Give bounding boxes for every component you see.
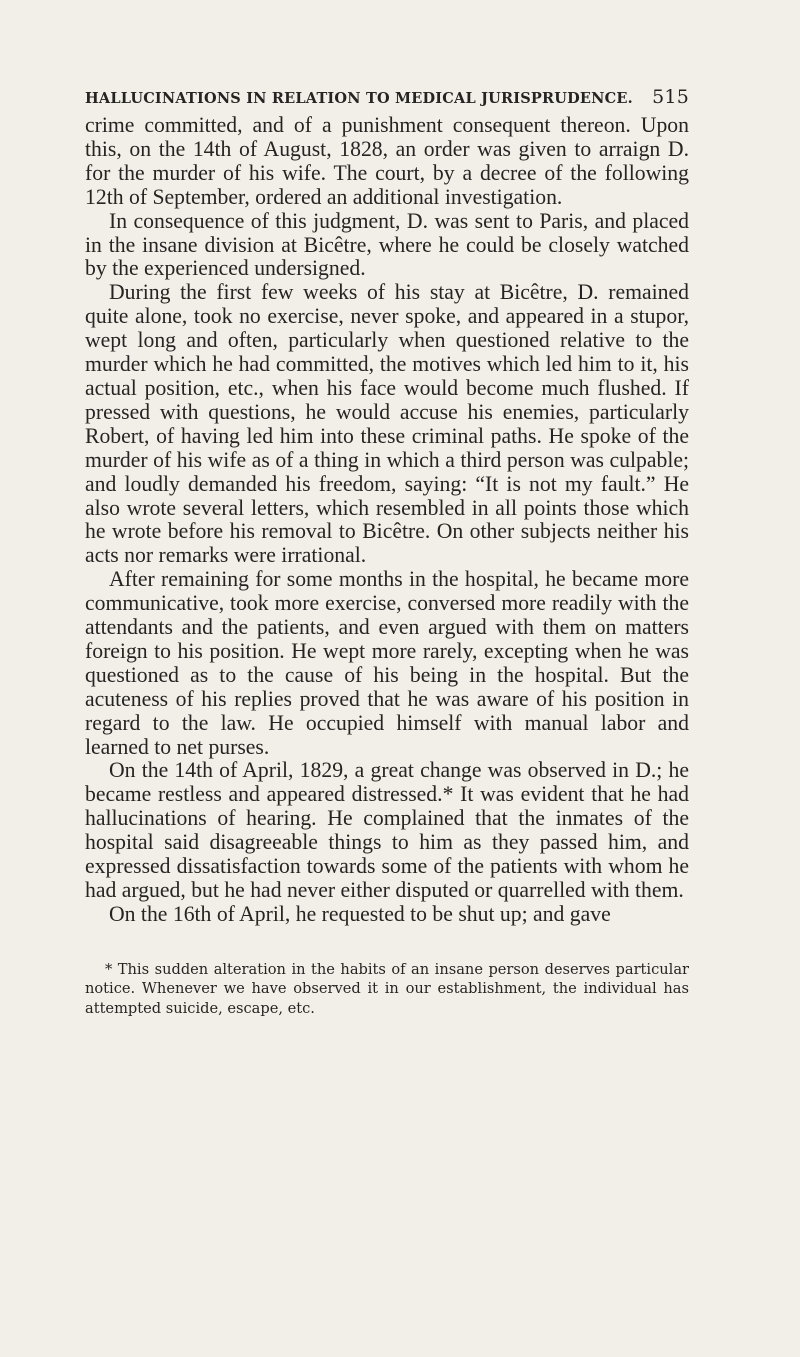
paragraph: After remaining for some months in the hospital, he became more communicative, took more exercise, conversed more readily with the attendants and the patients, and even argued with them on matters foreign to his position. He wept more rarely, excepting when he was questioned as to the cause of his being in the hospital. But the acuteness of his replies proved that he was aware of his position in regard to the law. He occupied himself with manual labor and learned to net purses.	[85, 567, 689, 759]
running-title: HALLUCINATIONS IN RELATION TO MEDICAL JURISPRUDENCE.	[85, 90, 633, 107]
paragraph: In consequence of this judgment, D. was sent to Paris, and placed in the insane division at Bicêtre, where he could be closely watched by the experienced undersigned.	[85, 208, 689, 281]
page-number: 515	[652, 86, 689, 108]
footnote	[85, 960, 689, 1019]
body-text	[85, 114, 689, 927]
book-page	[85, 76, 689, 1018]
paragraph: On the 16th of April, he requested to be shut up; and gave	[109, 901, 611, 926]
paragraph: During the first few weeks of his stay at Bicêtre, D. remained quite alone, took no exercise, never spoke, and appeared in a stupor, wept long and often, particularly when questioned relative to the murder which he had committed, the motives which led him to it, his actual position, etc., when his face would become much flushed. If pressed with questions, he would accuse his enemies, particularly Robert, of having led him into these criminal paths. He spoke of the murder of his wife as of a thing in which a third person was culpable; and loudly demanded his freedom, saying: “It is not my fault.” He also wrote several letters, which resembled in all points those which he wrote before his removal to Bicêtre. On other subjects neither his acts nor remarks were irrational.	[85, 280, 689, 568]
paragraph-continued: crime committed, and of a punishment consequent thereon. Upon this, on the 14th of August, 1828, an order was given to arraign D. for the murder of his wife. The court, by a decree of the following 12th of September, ordered an additional investigation.	[85, 113, 689, 209]
running-head	[85, 76, 689, 110]
footnote-text: * This sudden alteration in the habits of an insane person deserves particular notice. Whenever we have observed it in our establishment, the individual has attempted suicide, escape, etc.	[85, 960, 689, 1017]
paragraph: On the 14th of April, 1829, a great change was observed in D.; he became restless and appeared distressed.* It was evident that he had hallucinations of hearing. He complained that the inmates of the hospital said disagreeable things to him as they passed him, and expressed dissatisfaction towards some of the patients with whom he had argued, but he had never either disputed or quarrelled with them.	[85, 758, 689, 902]
